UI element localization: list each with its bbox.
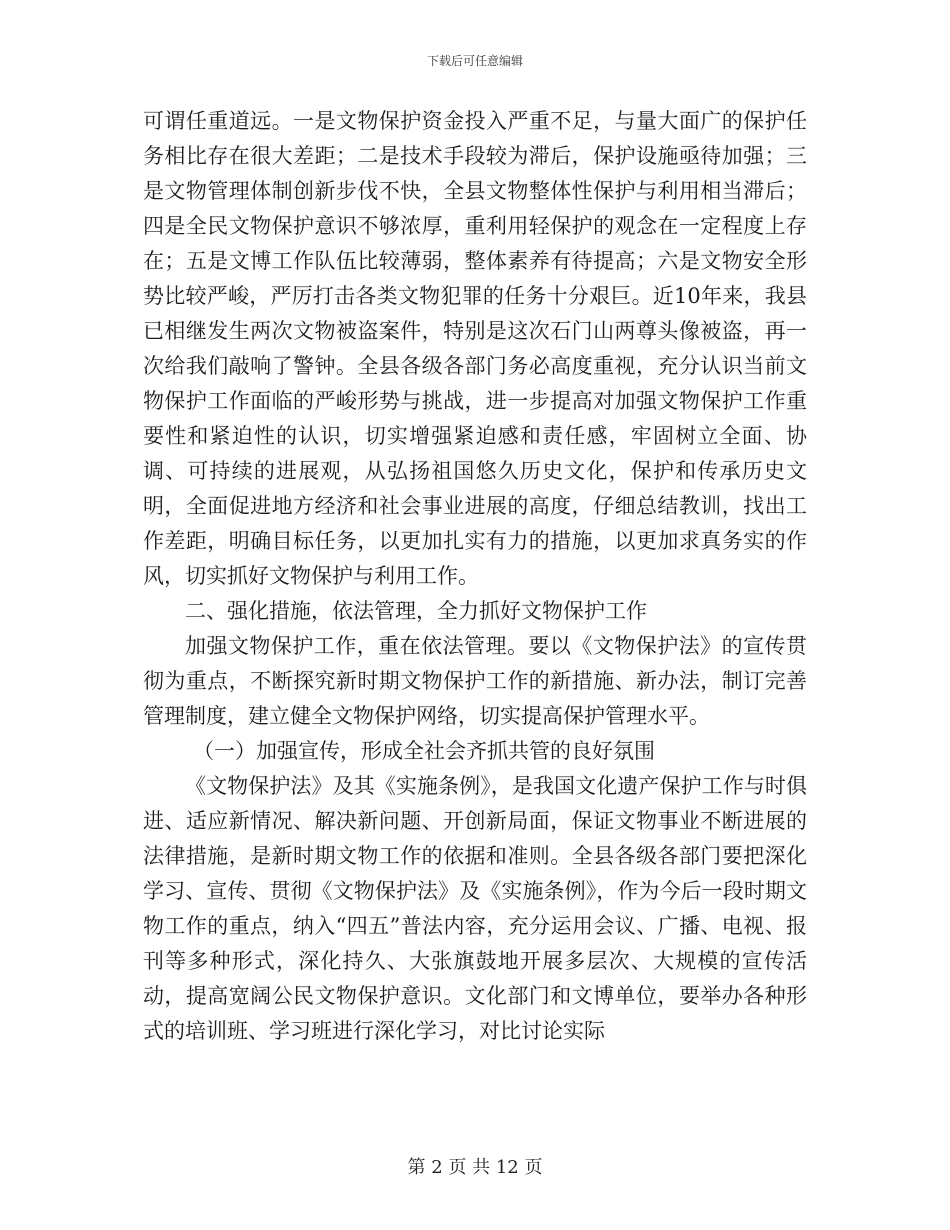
page-number-footer: 第 2 页 共 12 页 <box>407 1157 543 1178</box>
document-body <box>143 104 807 1049</box>
header-note: 下载后可任意编辑 <box>426 54 523 68</box>
paragraph-continuation: 可谓任重道远。一是文物保护资金投入严重不足，与量大面广的保护任务相比存在很大差距；二是技术手段较为滞后，保护设施亟待加强；三是文物管理体制创新步伐不快，全县文物整体性保护与利用相当滞后；四是全民文物保护意识不够浓厚，重利用轻保护的观念在一定程度上存在；五是文博工作队伍比较薄弱，整体素养有待提高；六是文物安全形势比较严峻，严厉打击各类文物犯罪的任务十分艰巨。近10年来，我县已相继发生两次文物被盗案件，特别是这次石门山两尊头像被盗，再一次给我们敲响了警钟。全县各级各部门务必高度重视，充分认识当前文物保护工作面临的严峻形势与挑战，进一步提高对加强文物保护工作重要性和紧迫性的认识，切实增强紧迫感和责任感，牢固树立全面、协调、可持续的进展观，从弘扬祖国悠久历史文化，保护和传承历史文明，全面促进地方经济和社会事业进展的高度，仔细总结教训，找出工作差距，明确目标任务，以更加扎实有力的措施，以更加求真务实的作风，切实抓好文物保护与利用工作。 <box>143 109 807 588</box>
section-heading: 二、强化措施，依法管理，全力抓好文物保护工作 <box>185 599 647 623</box>
paragraph: 加强文物保护工作，重在依法管理。要以《文物保护法》的宣传贯彻为重点，不断探究新时期文物保护工作的新措施、新办法，制订完善管理制度，建立健全文物保护网络，切实提高保护管理水平。 <box>143 634 807 728</box>
subsection-heading: （一）加强宣传，形成全社会齐抓共管的良好氛围 <box>193 739 655 763</box>
paragraph: 《文物保护法》及其《实施条例》，是我国文化遗产保护工作与时俱进、适应新情况、解决新问题、开创新局面，保证文物事业不断进展的法律措施，是新时期文物工作的依据和准则。全县各级各部门要把深化学习、宣传、贯彻《文物保护法》及《实施条例》，作为今后一段时期文物工作的重点，纳入“四五”普法内容，充分运用会议、广播、电视、报刊等多种形式，深化持久、大张旗鼓地开展多层次、大规模的宣传活动，提高宽阔公民文物保护意识。文化部门和文博单位，要举办各种形式的培训班、学习班进行深化学习，对比讨论实际 <box>143 774 807 1043</box>
